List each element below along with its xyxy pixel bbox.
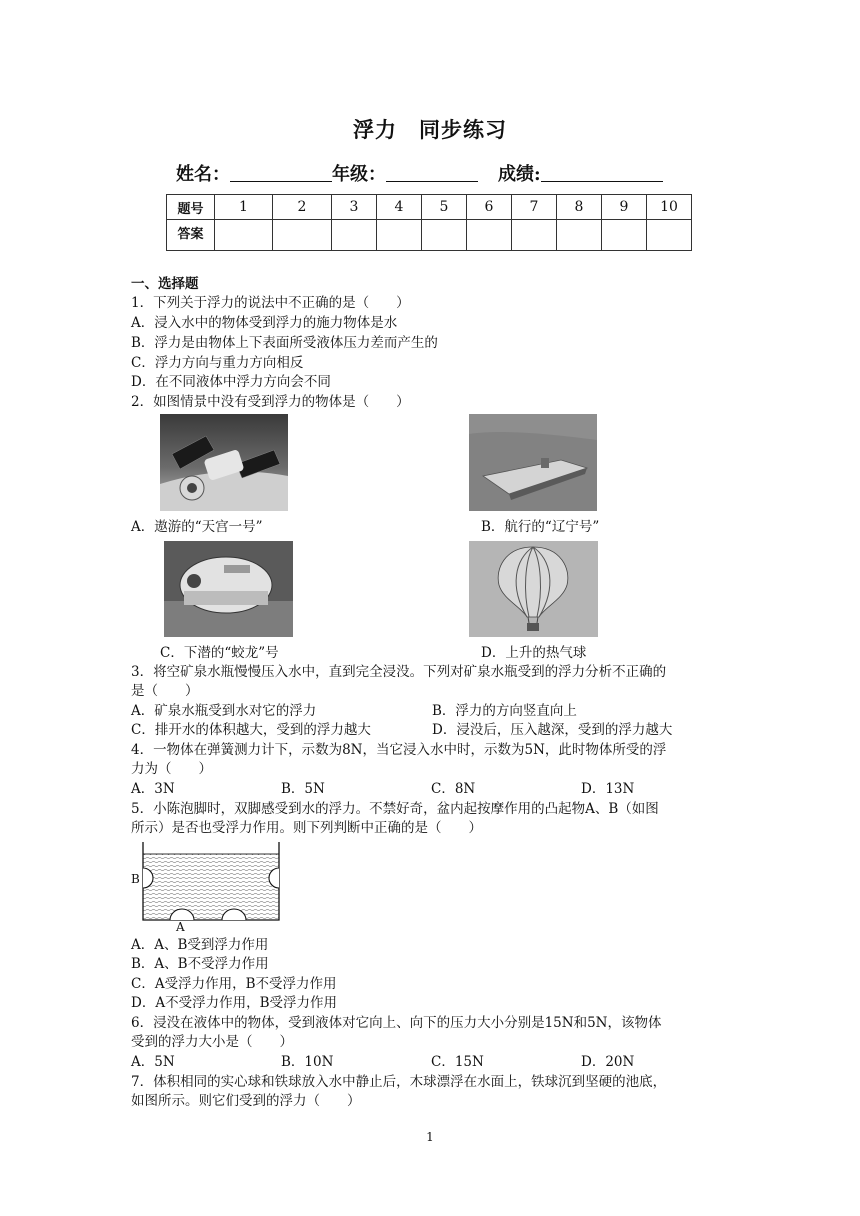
q2-option-c: C．下潜的“蛟龙”号 <box>160 645 279 661</box>
answer-cell[interactable] <box>467 220 512 251</box>
q4-stem-line2: 力为（ ） <box>131 761 212 777</box>
answer-cell[interactable] <box>273 220 332 251</box>
q6-option-a: A．5N <box>131 1054 175 1070</box>
question-number: 5 <box>422 195 467 220</box>
q5-option-c: C．A受浮力作用，B不受浮力作用 <box>131 976 337 992</box>
q3-option-b: B．浮力的方向竖直向上 <box>432 703 577 719</box>
title-part1: 浮力 <box>353 117 397 142</box>
answer-cell[interactable] <box>215 220 273 251</box>
q4-option-a: A．3N <box>131 781 175 797</box>
q1-option-c: C．浮力方向与重力方向相反 <box>131 355 304 371</box>
question-number: 6 <box>467 195 512 220</box>
q3-stem-line1: 3．将空矿泉水瓶慢慢压入水中，直到完全浸没。下列对矿泉水瓶受到的浮力分析不正确的 <box>131 664 667 680</box>
q3-stem-line2: 是（ ） <box>131 683 199 699</box>
q6-option-c: C．15N <box>431 1054 484 1070</box>
q5-option-d: D．A不受浮力作用，B受浮力作用 <box>131 995 337 1011</box>
question-number: 10 <box>647 195 692 220</box>
q4-option-c: C．8N <box>431 781 476 797</box>
question-number: 8 <box>557 195 602 220</box>
q5-stem-line1: 5．小陈泡脚时，双脚感受到水的浮力。不禁好奇，盆内起按摩作用的凸起物A、B（如图 <box>131 801 659 817</box>
q1-option-d: D．在不同液体中浮力方向会不同 <box>131 374 331 390</box>
score-blank[interactable] <box>541 164 663 182</box>
answer-cell[interactable] <box>332 220 377 251</box>
q1-option-a: A．浸入水中的物体受到浮力的施力物体是水 <box>131 315 398 331</box>
question-number: 7 <box>512 195 557 220</box>
q4-stem-line1: 4．一物体在弹簧测力计下，示数为8N，当它浸入水中时，示数为5N，此时物体所受的浮 <box>131 742 667 758</box>
q7-stem-line1: 7．体积相同的实心球和铁球放入水中静止后，木球漂浮在水面上，铁球沉到坚硬的池底， <box>131 1074 667 1090</box>
hot-air-balloon-photo <box>469 541 598 637</box>
answer-cell[interactable] <box>512 220 557 251</box>
q4-option-d: D．13N <box>581 781 635 797</box>
question-number: 4 <box>377 195 422 220</box>
q2-stem: 2．如图情景中没有受到浮力的物体是（ ） <box>131 394 410 410</box>
q2-option-a: A．遨游的“天宫一号” <box>131 519 263 535</box>
grade-label: 年级： <box>332 164 386 185</box>
q5-option-a: A．A、B受到浮力作用 <box>131 937 269 953</box>
page-number: 1 <box>426 1130 434 1144</box>
q1-stem: 1．下列关于浮力的说法中不正确的是（ ） <box>131 295 410 311</box>
q6-option-b: B．10N <box>281 1054 334 1070</box>
basin-diagram <box>128 840 288 934</box>
answer-table-header-row <box>167 195 692 220</box>
question-number: 3 <box>332 195 377 220</box>
q2-option-b: B．航行的“辽宁号” <box>481 519 600 535</box>
fig-label-a: A <box>176 920 185 934</box>
q2-option-d: D．上升的热气球 <box>481 645 587 661</box>
section-title: 一、选择题 <box>131 276 199 292</box>
q1-option-b: B．浮力是由物体上下表面所受液体压力差而产生的 <box>131 335 438 351</box>
q6-stem-line1: 6．浸没在液体中的物体，受到液体对它向上、向下的压力大小分别是15N和5N，该物体 <box>131 1015 662 1031</box>
answer-cell[interactable] <box>557 220 602 251</box>
submersible-photo <box>164 541 293 637</box>
q5-stem-line2: 所示）是否也受浮力作用。则下列判断中正确的是（ ） <box>131 820 482 836</box>
answer-table-answer-row <box>167 220 692 251</box>
q6-stem-line2: 受到的浮力大小是（ ） <box>131 1034 293 1050</box>
q3-option-a: A．矿泉水瓶受到水对它的浮力 <box>131 703 317 719</box>
answer-cell[interactable] <box>422 220 467 251</box>
score-label: 成绩: <box>498 164 541 185</box>
page-title <box>0 114 860 144</box>
question-number: 1 <box>215 195 273 220</box>
q5-option-b: B．A、B不受浮力作用 <box>131 956 269 972</box>
answer-label: 答案 <box>167 220 215 251</box>
q6-option-d: D．20N <box>581 1054 635 1070</box>
aircraft-carrier-photo <box>469 414 597 511</box>
q3-option-c: C．排开水的体积越大，受到的浮力越大 <box>131 722 371 738</box>
title-part2: 同步练习 <box>419 117 507 142</box>
answer-cell[interactable] <box>647 220 692 251</box>
q3-option-d: D．浸没后，压入越深，受到的浮力越大 <box>432 722 673 738</box>
question-number: 2 <box>273 195 332 220</box>
fig-label-b: B <box>131 872 140 886</box>
grade-blank[interactable] <box>386 164 478 182</box>
student-info-line <box>176 160 663 186</box>
q7-stem-line2: 如图所示。则它们受到的浮力（ ） <box>131 1093 361 1109</box>
question-number: 9 <box>602 195 647 220</box>
name-label: 姓名： <box>176 164 230 185</box>
space-station-photo <box>160 414 288 511</box>
answer-table <box>166 194 692 251</box>
question-number-label: 题号 <box>167 195 215 220</box>
q4-option-b: B．5N <box>281 781 325 797</box>
answer-cell[interactable] <box>602 220 647 251</box>
answer-cell[interactable] <box>377 220 422 251</box>
name-blank[interactable] <box>230 164 332 182</box>
